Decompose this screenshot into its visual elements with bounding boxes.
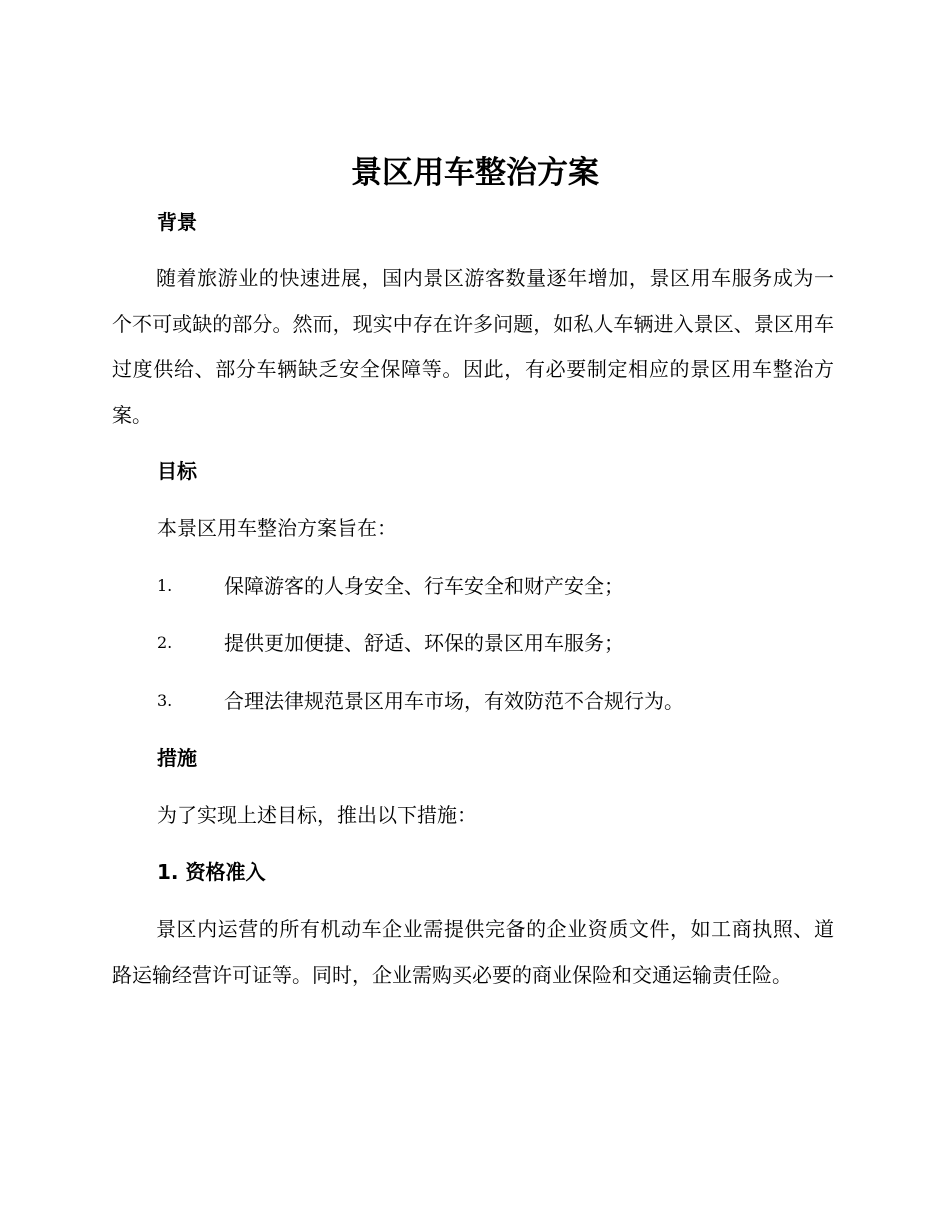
goal-item-text: 保障游客的人身安全、行车安全和财产安全； — [224, 574, 624, 598]
qualification-paragraph: 景区内运营的所有机动车企业需提供完备的企业资质文件，如工商执照、道路运输经营许可证等。同时，企业需购买必要的商业保险和交通运输责任险。 — [112, 917, 834, 987]
section-heading-measures: 措施 — [157, 746, 197, 770]
goal-item-number: 3. — [157, 691, 173, 710]
goal-item-text: 合理法律规范景区用车市场，有效防范不合规行为。 — [224, 689, 684, 713]
goal-item-number: 1. — [157, 576, 173, 595]
goal-item-text: 提供更加便捷、舒适、环保的景区用车服务； — [224, 631, 624, 655]
measures-intro: 为了实现上述目标，推出以下措施： — [157, 803, 477, 827]
section-heading-goals: 目标 — [157, 459, 197, 483]
goal-item-number: 2. — [157, 633, 173, 652]
background-paragraph: 随着旅游业的快速进展，国内景区游客数量逐年增加，景区用车服务成为一个不可或缺的部分。然而，现实中存在许多问题，如私人车辆进入景区、景区用车过度供给、部分车辆缺乏安全保障等。因此，有必要制定相应的景区用车整治方案。 — [112, 266, 834, 427]
section-heading-background: 背景 — [157, 210, 197, 234]
subsection-heading-qualification: 1. 资格准入 — [157, 860, 266, 884]
goals-intro: 本景区用车整治方案旨在： — [157, 516, 397, 540]
document-title: 景区用车整治方案 — [351, 155, 599, 191]
